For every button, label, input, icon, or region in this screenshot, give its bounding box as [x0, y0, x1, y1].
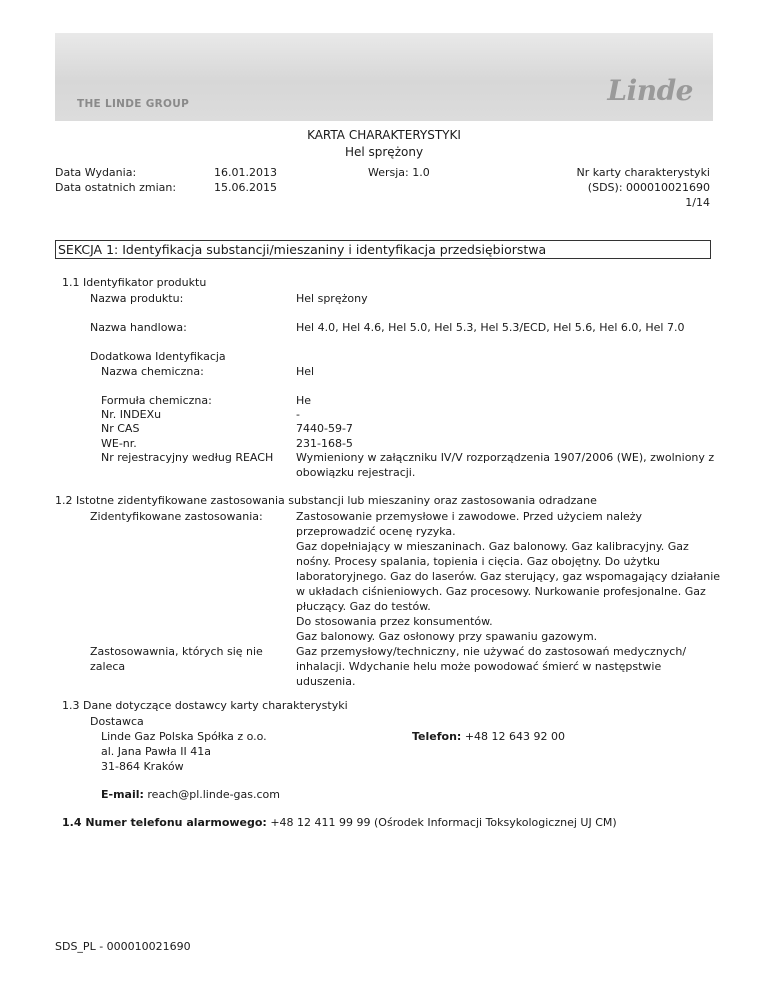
- heading-1-3: 1.3 Dane dotyczące dostawcy karty charakterystyki: [62, 699, 348, 712]
- sds-number-line1: Nr karty charakterystyki: [576, 166, 710, 179]
- issue-date-value: 16.01.2013: [214, 166, 277, 179]
- product-title: Hel sprężony: [344, 145, 424, 159]
- linde-group-logo: THE LINDE GROUP: [77, 98, 190, 110]
- supplier-street: al. Jana Pawła II 41a: [101, 745, 211, 758]
- heading-1-1: 1.1 Identyfikator produktu: [62, 276, 207, 289]
- not-recommended-line: uduszenia.: [296, 675, 356, 688]
- not-recommended-line: inhalacji. Wdychanie helu może powodować śmierć w następstwie: [296, 660, 662, 673]
- not-recommended-label-line2: zaleca: [90, 660, 126, 673]
- reach-value-line1: Wymieniony w załączniku IV/V rozporządzenia 1907/2006 (WE), zwolniony z: [296, 451, 715, 464]
- cas-value: 7440-59-7: [296, 422, 353, 435]
- identified-uses-label: Zidentyfikowane zastosowania:: [90, 510, 263, 523]
- supplier-label: Dostawca: [90, 715, 144, 728]
- chemical-name-label: Nazwa chemiczna:: [101, 365, 204, 378]
- not-recommended-line: Gaz przemysłowy/techniczny, nie używać do zastosowań medycznych/: [296, 645, 687, 658]
- heading-1-4: 1.4 Numer telefonu alarmowego:: [62, 816, 267, 829]
- identified-uses-line: laboratoryjnego. Gaz do laserów. Gaz sterujący, gaz wspomagający działanie: [296, 570, 721, 583]
- trade-name-label: Nazwa handlowa:: [90, 321, 187, 334]
- trade-name-value: Hel 4.0, Hel 4.6, Hel 5.0, Hel 5.3, Hel 5.3/ECD, Hel 5.6, Hel 6.0, Hel 7.0: [296, 321, 685, 334]
- revision-date-value: 15.06.2015: [214, 181, 277, 194]
- we-label: WE-nr.: [101, 437, 137, 450]
- identified-uses-line: Do stosowania przez konsumentów.: [296, 615, 493, 628]
- identified-uses-line: Gaz balonowy. Gaz osłonowy przy spawaniu gazowym.: [296, 630, 598, 643]
- identified-uses-line: Gaz dopełniający w mieszaninach. Gaz balonowy. Gaz kalibracyjny. Gaz: [296, 540, 689, 553]
- reach-label: Nr rejestracyjny według REACH: [101, 451, 274, 464]
- additional-id-label: Dodatkowa Identyfikacja: [90, 350, 226, 363]
- section-1-title-box: [55, 240, 711, 259]
- emergency-phone-value: +48 12 411 99 99 (Ośrodek Informacji Toksykologicznej UJ CM): [270, 816, 617, 829]
- product-name-value: Hel sprężony: [296, 292, 368, 305]
- formula-value: He: [296, 394, 312, 407]
- heading-1-4-row: [62, 815, 617, 830]
- index-label: Nr. INDEXu: [101, 408, 162, 421]
- supplier-company: Linde Gaz Polska Spółka z o.o.: [101, 730, 267, 743]
- product-name-label: Nazwa produktu:: [90, 292, 184, 305]
- we-value: 231-168-5: [296, 437, 353, 450]
- identified-uses-line: Zastosowanie przemysłowe i zawodowe. Przed użyciem należy: [296, 510, 643, 523]
- document-title: KARTA CHARAKTERYSTYKI: [307, 128, 461, 142]
- email-label: E-mail:: [101, 788, 144, 801]
- identified-uses-line: w układach ciśnieniowych. Gaz procesowy. Nurkowanie profesjonalne. Gaz: [296, 585, 706, 598]
- version: Wersja: 1.0: [368, 166, 430, 179]
- heading-1-2: 1.2 Istotne zidentyfikowane zastosowania substancji lub mieszaniny oraz zastosowania odradzane: [55, 494, 597, 507]
- phone-label: Telefon:: [412, 730, 462, 743]
- identified-uses-line: płuczący. Gaz do testów.: [296, 600, 431, 613]
- phone-row: [412, 729, 565, 744]
- footer-doc-code: SDS_PL - 000010021690: [55, 940, 191, 953]
- phone-value: +48 12 643 92 00: [464, 730, 565, 743]
- sds-number-line2: (SDS): 000010021690: [587, 181, 710, 194]
- not-recommended-label-line1: Zastosowawnia, których się nie: [90, 645, 263, 658]
- email-value: reach@pl.linde-gas.com: [147, 788, 280, 801]
- email-row: [101, 787, 280, 802]
- identified-uses-line: przeprowadzić ocenę ryzyka.: [296, 525, 456, 538]
- formula-label: Formuła chemiczna:: [101, 394, 212, 407]
- issue-date-label: Data Wydania:: [55, 166, 137, 179]
- reach-value-line2: obowiązku rejestracji.: [296, 466, 416, 479]
- page-number: 1/14: [685, 196, 710, 209]
- revision-date-label: Data ostatnich zmian:: [55, 181, 177, 194]
- chemical-name-value: Hel: [296, 365, 315, 378]
- section-1-title: SEKCJA 1: Identyfikacja substancji/mieszaniny i identyfikacja przedsiębiorstwa: [58, 242, 547, 257]
- identified-uses-line: nośny. Procesy spalania, topienia i cięcia. Gaz obojętny. Do użytku: [296, 555, 661, 568]
- supplier-city: 31-864 Kraków: [101, 760, 184, 773]
- cas-label: Nr CAS: [101, 422, 140, 435]
- linde-brand-logo: Linde: [607, 74, 693, 107]
- index-value: -: [296, 408, 300, 421]
- header-banner: [55, 33, 713, 121]
